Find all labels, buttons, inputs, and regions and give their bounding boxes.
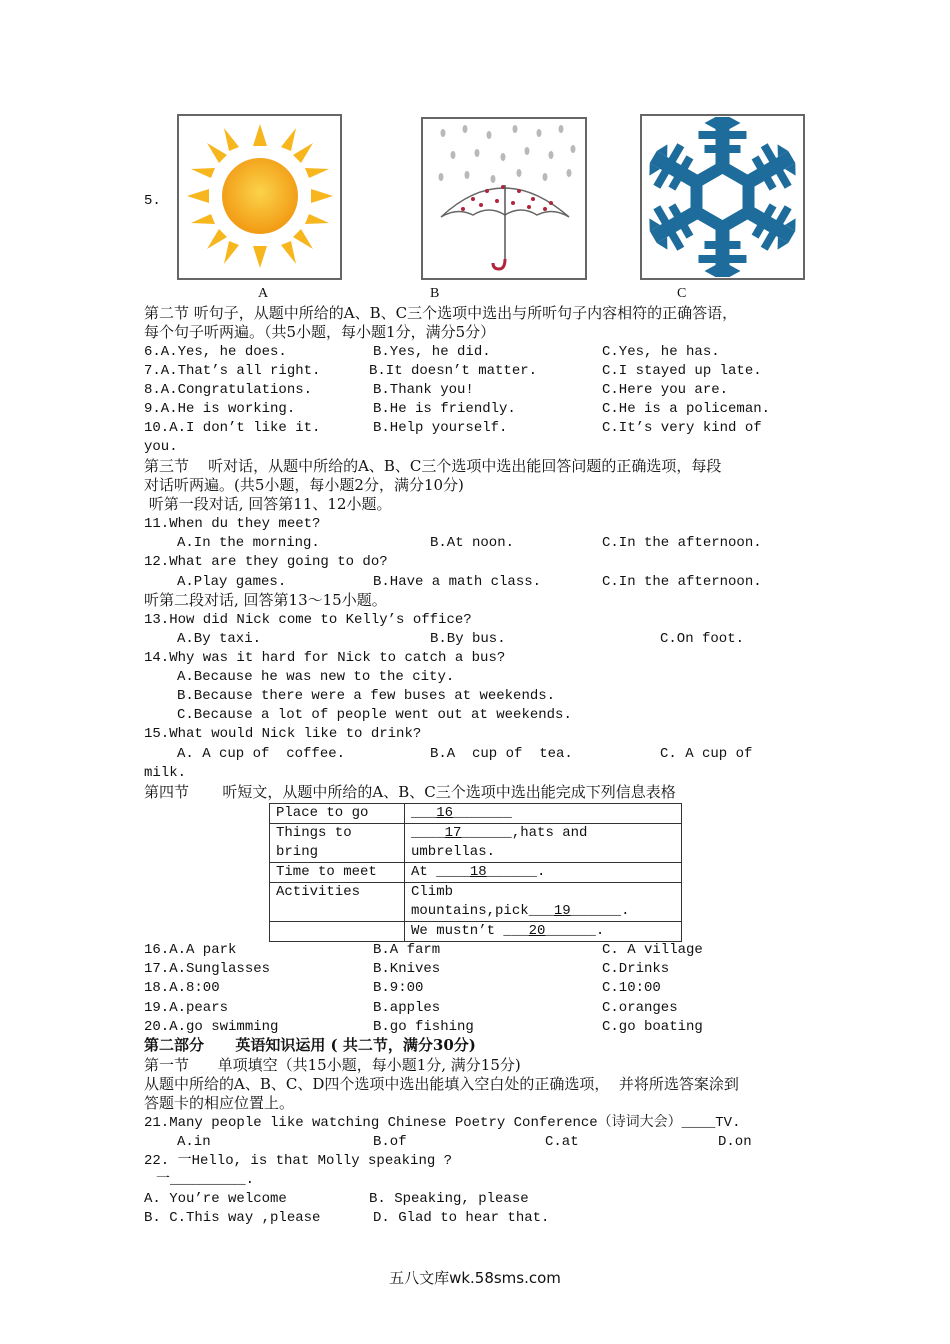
q12-option-c: C.In the afternoon. [602,574,762,590]
q7-option-b: B.It doesn’t matter. [369,363,538,379]
table-cell-value: ____17______,hats and umbrellas. [405,824,682,863]
q22-option-c: B. C.This way ,please [144,1210,321,1226]
part2-title: 第二部分 英语知识运用 ( 共二节，满分30分) [144,1036,476,1054]
q20-option-c: C.go boating [602,1019,703,1035]
q22-blank: 一_________. [156,1172,255,1188]
q15-option-b: B.A cup of tea. [430,746,573,762]
dialog2-instruction: 听第二段对话, 回答第13～15小题。 [144,591,387,609]
blank-18: 18 [469,864,487,880]
q17-option-b: B.Knives [373,961,441,977]
q20-option-a: 20.A.go swimming [144,1019,279,1035]
section3-title: 第三节 听对话，从题中所给的A、B、C三个选项中选出能回答问题的正确选项，每段 [144,457,722,475]
q22-option-a: A. You’re welcome [144,1191,287,1207]
q11-option-c: C.In the afternoon. [602,535,762,551]
table-row [270,824,682,863]
q14-option-b: B.Because there were a few buses at weekends. [177,688,556,704]
q6-option-c: C.Yes, he has. [602,344,720,360]
q9-option-c: C.He is a policeman. [602,401,771,417]
section3-subtitle: 对话听两遍。(共5小题，每小题2分，满分10分) [144,476,464,494]
option-a-image [177,114,342,280]
q17-option-a: 17.A.Sunglasses [144,961,271,977]
sun-icon [179,116,340,278]
q16-option-b: B.A farm [373,942,441,958]
q9-option-b: B.He is friendly. [373,401,516,417]
value-text: mountains,pick [411,903,529,919]
part2-instruction-2: 答题卡的相应位置上。 [144,1094,295,1112]
q22-option-b: B. Speaking, please [369,1191,529,1207]
q10-wrap: you. [144,439,178,455]
q13-option-a: A.By taxi. [177,631,262,647]
q15-wrap: milk. [144,765,187,781]
option-b-label: B [430,286,440,301]
q9-option-a: 9.A.He is working. [144,401,296,417]
q22-option-d: D. Glad to hear that. [373,1210,550,1226]
q16-option-a: 16.A.A park [144,942,237,958]
q14-option-a: A.Because he was new to the city. [177,669,455,685]
key-line-2: bring [276,844,319,860]
table-row [270,883,682,922]
q22-stem: 22. 一Hello, is that Molly speaking ? [144,1153,453,1169]
q8-option-c: C.Here you are. [602,382,729,398]
q6-option-b: B.Yes, he did. [373,344,491,360]
q7-option-c: C.I stayed up late. [602,363,762,379]
table-cell-key: Time to meet [270,863,405,883]
table-row [270,804,682,824]
q21-option-c: C.at [545,1134,579,1150]
q19-option-a: 19.A.pears [144,1000,229,1016]
table-cell-value: At ____18______. [405,863,682,883]
table-cell-value: We mustn’t ___20______. [405,922,682,942]
blank-16: 16 [436,805,454,821]
blank-19: 19 [553,903,571,919]
q12-option-a: A.Play games. [177,574,287,590]
table-cell-key: Activities [270,883,405,922]
table-cell-value: Climb mountains,pick___19______. [405,883,682,922]
footer-watermark: 五八文库wk.58sms.com [389,1269,561,1287]
table-cell-key: Place to go [270,804,405,824]
q11-option-b: B.At noon. [430,535,515,551]
section2-title: 第二节 听句子，从题中所给的A、B、C三个选项中选出与所听句子内容相符的正确答语， [144,304,738,322]
snowflake-icon [642,116,803,278]
table-cell-value: ___16_______ [405,804,682,824]
blank-20: 20 [528,923,546,939]
value-text: At [411,864,437,880]
q6-option-a: 6.A.Yes, he does. [144,344,287,360]
value-text: We mustn’t [411,923,504,939]
table-cell-key [270,922,405,942]
q21-stem: 21.Many people like watching Chinese Poetry Conference（诗词大会）____TV. [144,1115,741,1131]
value-text: ,hats and [511,825,588,841]
q8-option-a: 8.A.Congratulations. [144,382,313,398]
q18-option-c: C.10:00 [602,980,661,996]
option-c-image [640,114,805,280]
section2-subtitle: 每个句子听两遍。（共5小题，每小题1分，满分5分） [144,323,496,341]
table-row [270,863,682,883]
option-b-image [421,117,587,280]
q13-stem: 13.How did Nick come to Kelly’s office? [144,612,472,628]
info-table [269,803,682,942]
question-5-number: 5. [144,193,161,209]
q15-option-c: C. A cup of [660,746,753,762]
option-a-label: A [258,286,269,301]
q11-option-a: A.In the morning. [177,535,320,551]
blank-17: 17 [444,825,462,841]
q17-option-c: C.Drinks [602,961,670,977]
q19-option-b: B.apples [373,1000,441,1016]
q11-stem: 11.When du they meet? [144,516,321,532]
q15-stem: 15.What would Nick like to drink? [144,726,422,742]
q15-option-a: A. A cup of coffee. [177,746,346,762]
q12-option-b: B.Have a math class. [373,574,542,590]
q14-stem: 14.Why was it hard for Nick to catch a bus? [144,650,506,666]
section4-title: 第四节 听短文，从题中所给的A、B、C三个选项中选出能完成下列信息表格 [144,783,676,801]
value-line-1: Climb [411,884,454,900]
option-c-label: C [677,286,687,301]
q12-stem: 12.What are they going to do? [144,554,388,570]
q21-option-b: B.of [373,1134,407,1150]
q18-option-a: 18.A.8:00 [144,980,220,996]
q10-option-c: C.It’s very kind of [602,420,762,436]
table-row [270,922,682,942]
umbrella-rain-icon [423,119,585,278]
q8-option-b: B.Thank you! [373,382,474,398]
q10-option-a: 10.A.I don’t like it. [144,420,321,436]
q21-option-d: D.on [718,1134,752,1150]
dialog1-instruction: 听第一段对话, 回答第11、12小题。 [144,495,392,513]
q10-option-b: B.Help yourself. [373,420,508,436]
q14-option-c: C.Because a lot of people went out at weekends. [177,707,572,723]
q13-option-c: C.On foot. [660,631,745,647]
table-cell-key [270,824,405,863]
value-line-2: umbrellas. [411,844,496,860]
q13-option-b: B.By bus. [430,631,506,647]
q7-option-a: 7.A.That’s all right. [144,363,321,379]
q20-option-b: B.go fishing [373,1019,474,1035]
q21-option-a: A.in [177,1134,211,1150]
part2-instruction-1: 从题中所给的A、B、C、D四个选项中选出能填入空白处的正确选项， 并将所选答案涂到 [144,1075,739,1093]
key-line-1: Things to [276,825,352,841]
part2-section1-title: 第一节 单项填空（共15小题，每小题1分, 满分15分) [144,1056,521,1074]
q18-option-b: B.9:00 [373,980,424,996]
q16-option-c: C. A village [602,942,703,958]
q19-option-c: C.oranges [602,1000,678,1016]
